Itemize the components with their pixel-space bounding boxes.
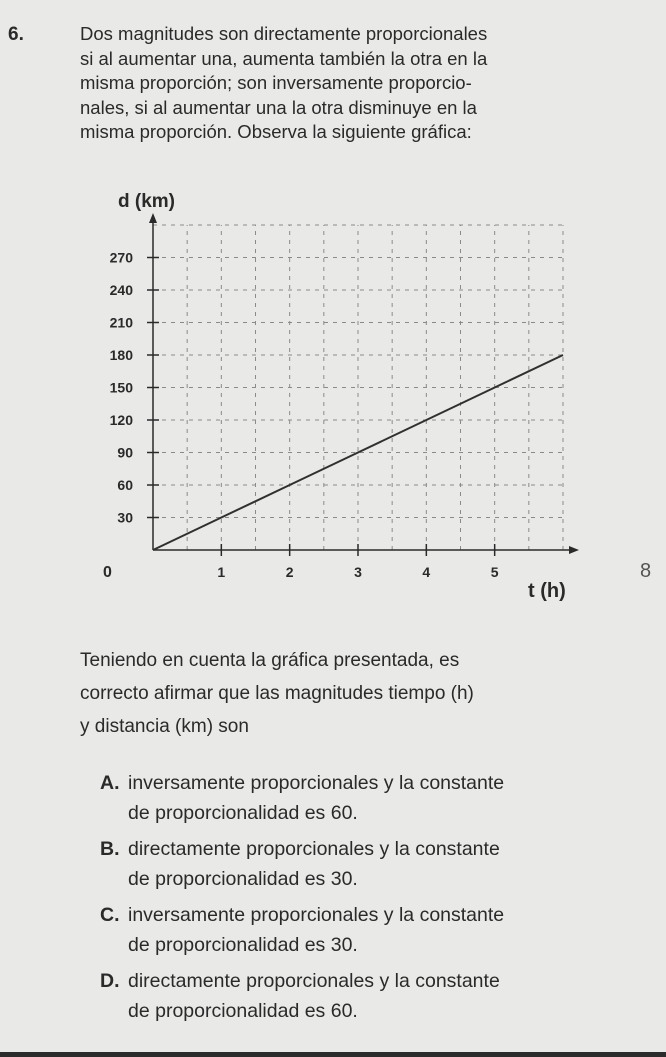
- y-tick-label: 90: [117, 444, 133, 461]
- option-a[interactable]: [100, 768, 504, 828]
- option-text: de proporcionalidad es 30.: [128, 934, 358, 956]
- question-stem: [80, 22, 640, 145]
- y-tick-label: 210: [109, 314, 133, 331]
- option-text: de proporcionalidad es 30.: [128, 868, 358, 890]
- x-axis-label: t (h): [528, 580, 566, 602]
- tick-marks: [147, 258, 495, 557]
- option-text: de proporcionalidad es 60.: [128, 1000, 358, 1022]
- y-tick-label: 30: [117, 509, 133, 526]
- y-tick-label: 60: [117, 477, 133, 493]
- option-b[interactable]: [100, 834, 504, 894]
- tick-labels: [103, 250, 499, 582]
- answer-options: [100, 768, 504, 1032]
- question-line: Teniendo en cuenta la gráfica presentada, es: [80, 650, 460, 671]
- option-letter: A.: [100, 772, 120, 794]
- question-line: y distancia (km) son: [80, 716, 249, 737]
- stem-line: Dos magnitudes son directamente proporcionales: [80, 23, 488, 44]
- stem-line: nales, si al aumentar una la otra disminuye en la: [80, 96, 477, 118]
- y-axis-arrow: [149, 213, 157, 223]
- x-tick-label: 3: [354, 564, 362, 580]
- axes: [149, 213, 579, 554]
- option-letter: B.: [100, 838, 120, 860]
- origin-label: 0: [103, 564, 112, 581]
- option-text: directamente proporcionales y la constante: [128, 970, 500, 992]
- y-tick-label: 180: [109, 347, 133, 363]
- option-text: de proporcionalidad es 60.: [128, 802, 358, 824]
- option-c[interactable]: [100, 900, 504, 960]
- y-tick-label: 120: [109, 412, 133, 428]
- distance-time-graph: [80, 185, 640, 610]
- option-letter: D.: [100, 970, 120, 992]
- option-text: inversamente proporcionales y la constante: [128, 772, 505, 794]
- x-tick-label: 4: [422, 564, 431, 580]
- y-tick-label: 270: [109, 249, 133, 266]
- margin-mark: 8: [640, 560, 652, 582]
- x-tick-label: 2: [285, 564, 294, 580]
- stem-line: misma proporción. Observa la siguiente gráfica:: [80, 121, 472, 143]
- option-text: directamente proporcionales y la constante: [128, 838, 500, 860]
- option-text: inversamente proporcionales y la constante: [128, 904, 505, 926]
- x-axis-arrow: [569, 546, 579, 554]
- page-edge: [0, 1052, 666, 1057]
- x-tick-label: 5: [490, 564, 499, 580]
- question-line: correcto afirmar que las magnitudes tiempo (h): [80, 683, 474, 704]
- question-prompt: [80, 644, 650, 743]
- y-tick-label: 240: [109, 282, 133, 298]
- x-tick-label: 1: [217, 564, 226, 580]
- option-letter: C.: [100, 904, 120, 926]
- option-d[interactable]: [100, 966, 504, 1026]
- y-axis-label: d (km): [118, 191, 175, 212]
- stem-line: si al aumentar una, aumenta también la otra en la: [80, 47, 488, 69]
- grid: [153, 225, 563, 550]
- stem-line: misma proporción; son inversamente proporcio-: [80, 72, 472, 94]
- question-number: 6.: [8, 24, 24, 45]
- y-tick-label: 150: [109, 379, 133, 396]
